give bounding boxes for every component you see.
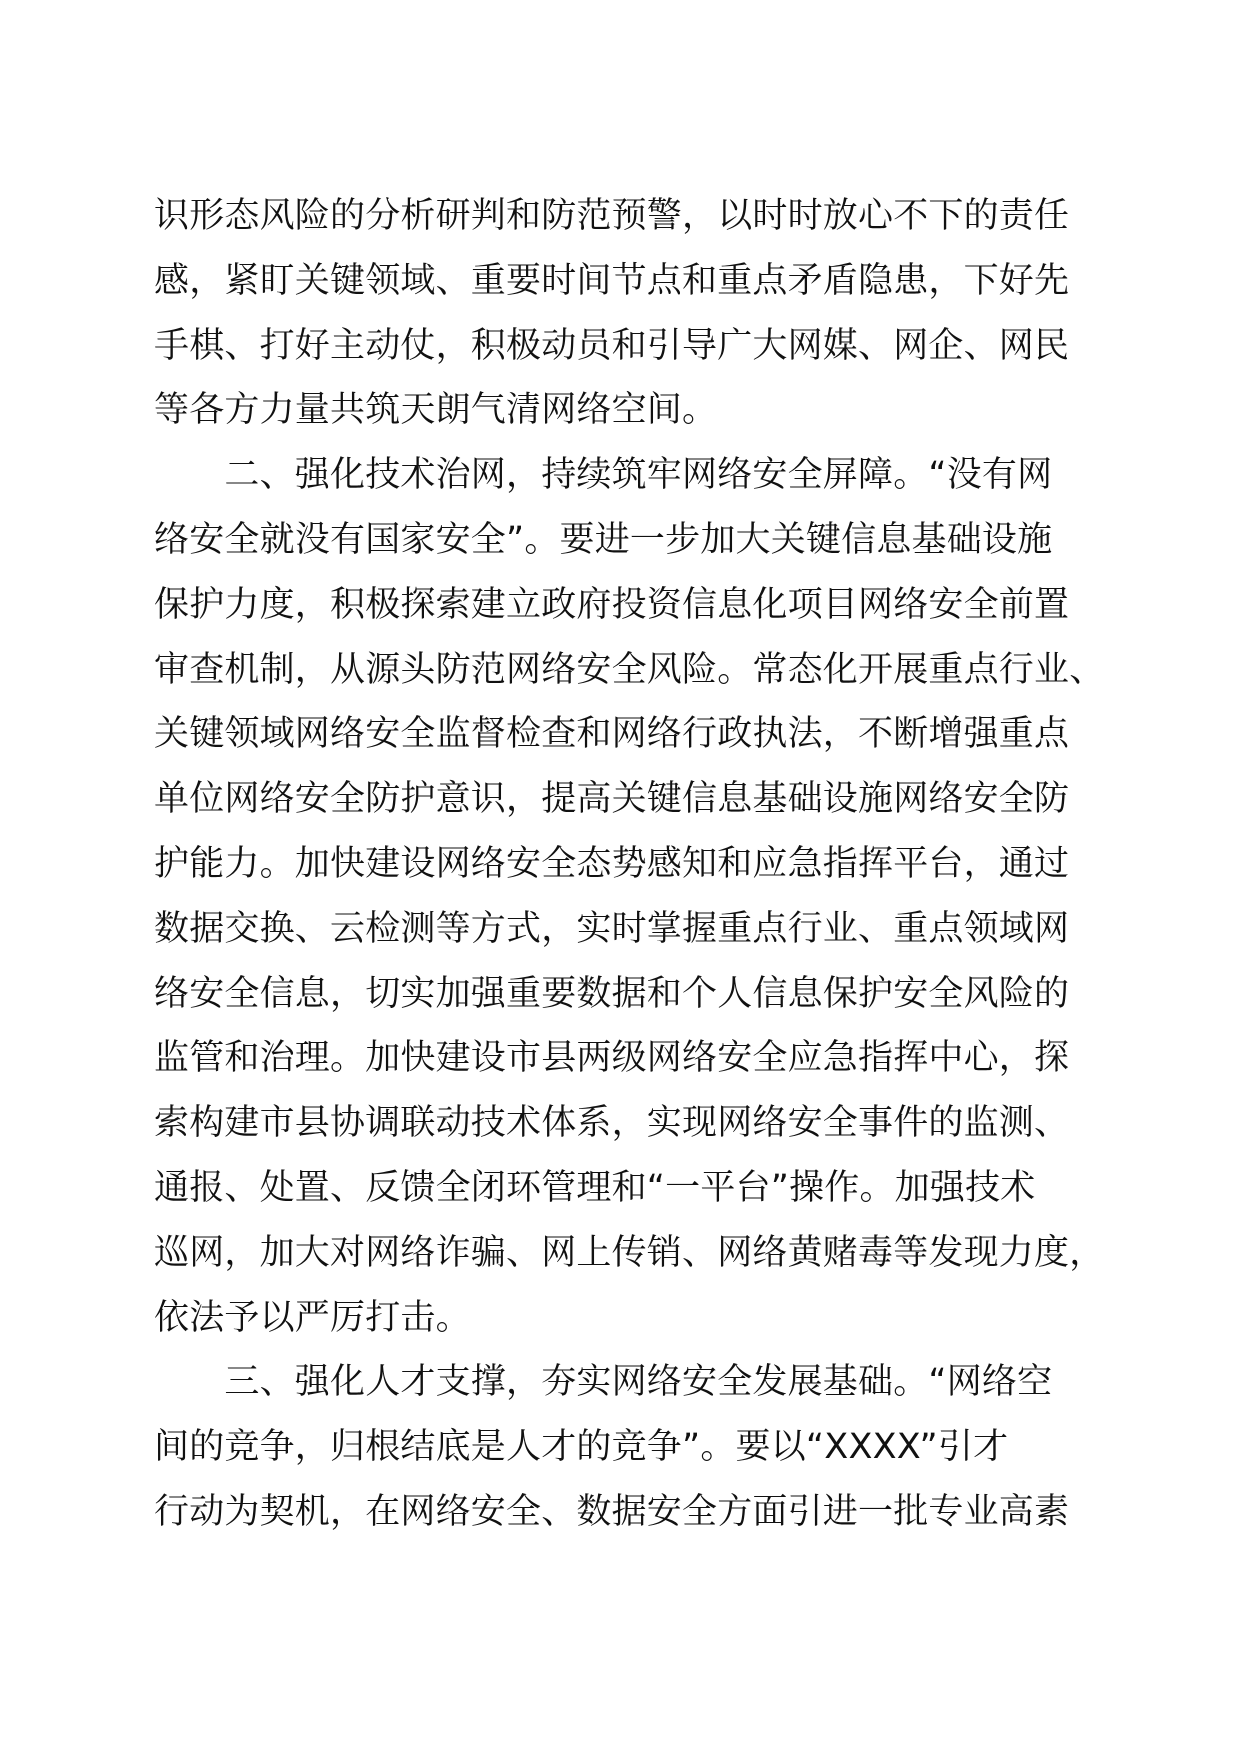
text-line: 行动为契机，在网络安全、数据安全方面引进一批专业高素 — [154, 1491, 1070, 1532]
text-line: 护能力。加快建设网络安全态势感知和应急指挥平台，通过 — [154, 843, 1070, 884]
text-line: 络安全信息，切实加强重要数据和个人信息保护安全风险的 — [154, 973, 1070, 1014]
text-line: 保护力度，积极探索建立政府投资信息化项目网络安全前置 — [154, 584, 1070, 625]
text-line: 间的竞争，归根结底是人才的竞争”。要以“XXXX”引才 — [154, 1427, 1009, 1468]
text-line: 数据交换、云检测等方式，实时掌握重点行业、重点领域网 — [154, 908, 1070, 949]
text-line: 等各方力量共筑天朗气清网络空间。 — [154, 390, 718, 431]
body-text — [154, 184, 1105, 1545]
section-heading-line: 三、强化人才支撑，夯实网络安全发展基础。“网络空 — [154, 1362, 1053, 1403]
text-line: 索构建市县协调联动技术体系，实现网络安全事件的监测、 — [154, 1103, 1070, 1144]
text-line: 巡网，加大对网络诈骗、网上传销、网络黄赌毒等发现力度， — [154, 1232, 1105, 1273]
text-line: 单位网络安全防护意识，提高关键信息基础设施网络安全防 — [154, 779, 1070, 820]
text-line: 识形态风险的分析研判和防范预警，以时时放心不下的责任 — [154, 196, 1070, 236]
text-line: 监管和治理。加快建设市县两级网络安全应急指挥中心，探 — [154, 1038, 1070, 1079]
text-line: 关键领域网络安全监督检查和网络行政执法，不断增强重点 — [154, 714, 1070, 755]
text-line: 络安全就没有国家安全”。要进一步加大关键信息基础设施 — [154, 519, 1053, 560]
section-heading-line: 二、强化技术治网，持续筑牢网络安全屏障。“没有网 — [154, 455, 1053, 496]
text-line: 通报、处置、反馈全闭环管理和“一平台”操作。加强技术 — [154, 1167, 1036, 1208]
text-line: 手棋、打好主动仗，积极动员和引导广大网媒、网企、网民 — [154, 325, 1070, 366]
text-line: 审查机制，从源头防范网络安全风险。常态化开展重点行业、 — [154, 649, 1105, 690]
text-line: 感，紧盯关键领域、重要时间节点和重点矛盾隐患，下好先 — [154, 260, 1070, 301]
text-line: 依法予以严厉打击。 — [154, 1297, 471, 1338]
